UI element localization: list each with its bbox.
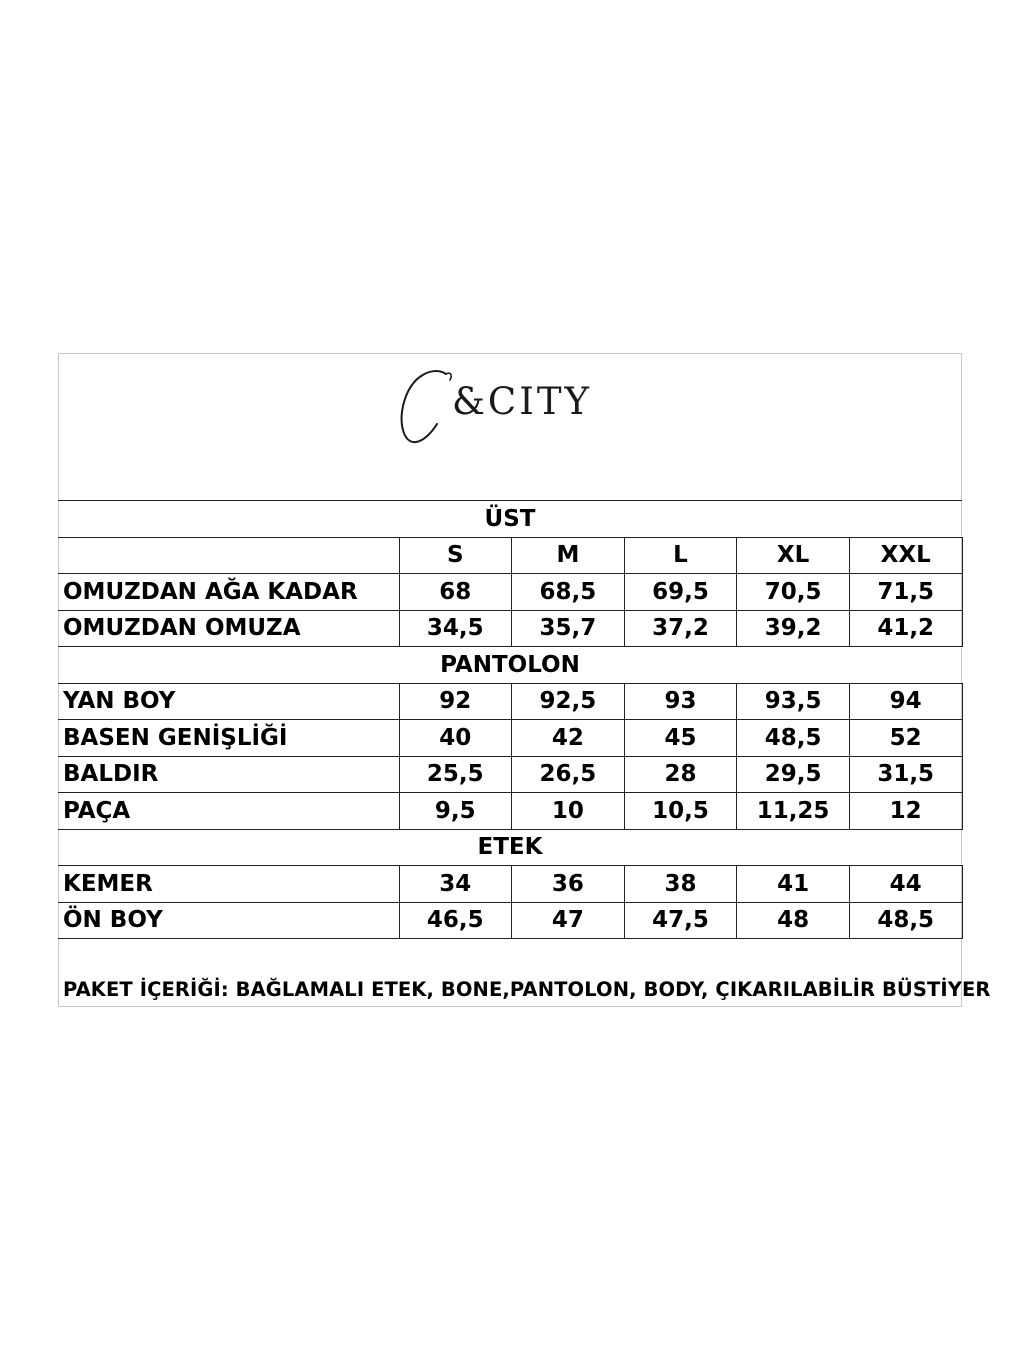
table-row (58, 574, 962, 611)
size-header-row (58, 537, 962, 574)
measurement-value: 92,5 (512, 683, 625, 720)
measurement-value: 26,5 (512, 756, 625, 793)
measurement-value: 93,5 (737, 683, 850, 720)
measurement-label: ÖN BOY (58, 902, 399, 939)
measurement-value: 10,5 (624, 793, 737, 830)
table-row (58, 756, 962, 793)
measurement-label: OMUZDAN OMUZA (58, 610, 399, 647)
measurement-value: 70,5 (737, 574, 850, 611)
measurement-value: 47 (512, 902, 625, 939)
table-row (58, 683, 962, 720)
measurement-value: 92 (399, 683, 512, 720)
measurement-label: BALDIR (58, 756, 399, 793)
measurement-value: 12 (849, 793, 962, 830)
section-title: ETEK (58, 829, 962, 866)
section-title: PANTOLON (58, 647, 962, 684)
measurement-value: 44 (849, 866, 962, 903)
measurement-value: 34 (399, 866, 512, 903)
measurement-value: 42 (512, 720, 625, 757)
table-row (58, 720, 962, 757)
measurement-label: OMUZDAN AĞA KADAR (58, 574, 399, 611)
measurement-value: 45 (624, 720, 737, 757)
measurement-value: 40 (399, 720, 512, 757)
measurement-value: 41,2 (849, 610, 962, 647)
size-header-cell: L (624, 537, 737, 574)
size-header-cell: XXL (849, 537, 962, 574)
measurement-value: 34,5 (399, 610, 512, 647)
section-title: ÜST (58, 501, 962, 538)
measurement-value: 31,5 (849, 756, 962, 793)
measurement-value: 94 (849, 683, 962, 720)
measurement-label: PAÇA (58, 793, 399, 830)
measurement-value: 37,2 (624, 610, 737, 647)
measurement-value: 11,25 (737, 793, 850, 830)
measurement-value: 9,5 (399, 793, 512, 830)
measurement-label: YAN BOY (58, 683, 399, 720)
measurement-value: 52 (849, 720, 962, 757)
size-table-body (58, 501, 962, 939)
package-contents: PAKET İÇERİĞİ: BAĞLAMALI ETEK, BONE,PANTOLON, BODY, ÇIKARILABİLİR BÜSTİYER (63, 978, 991, 1001)
section-header-row (58, 829, 962, 866)
brand-name: &CITY (452, 380, 592, 423)
measurement-value: 48 (737, 902, 850, 939)
size-header-cell: S (399, 537, 512, 574)
measurement-label: BASEN GENİŞLİĞİ (58, 720, 399, 757)
size-table (58, 500, 963, 939)
measurement-value: 69,5 (624, 574, 737, 611)
section-header-row (58, 501, 962, 538)
measurement-value: 68 (399, 574, 512, 611)
measurement-value: 29,5 (737, 756, 850, 793)
table-row (58, 902, 962, 939)
measurement-value: 47,5 (624, 902, 737, 939)
measurement-label: KEMER (58, 866, 399, 903)
measurement-value: 25,5 (399, 756, 512, 793)
measurement-value: 36 (512, 866, 625, 903)
measurement-value: 38 (624, 866, 737, 903)
size-header-cell: XL (737, 537, 850, 574)
table-row (58, 866, 962, 903)
section-header-row (58, 647, 962, 684)
measurement-value: 39,2 (737, 610, 850, 647)
measurement-value: 93 (624, 683, 737, 720)
measurement-value: 41 (737, 866, 850, 903)
script-c-logo-mark (390, 362, 460, 452)
table-row (58, 610, 962, 647)
measurement-value: 10 (512, 793, 625, 830)
table-row (58, 793, 962, 830)
measurement-value: 46,5 (399, 902, 512, 939)
size-header-cell: M (512, 537, 625, 574)
measurement-value: 28 (624, 756, 737, 793)
measurement-value: 48,5 (849, 902, 962, 939)
size-header-blank (58, 537, 399, 574)
measurement-value: 48,5 (737, 720, 850, 757)
measurement-value: 68,5 (512, 574, 625, 611)
measurement-value: 71,5 (849, 574, 962, 611)
measurement-value: 35,7 (512, 610, 625, 647)
brand-logo (390, 362, 620, 452)
